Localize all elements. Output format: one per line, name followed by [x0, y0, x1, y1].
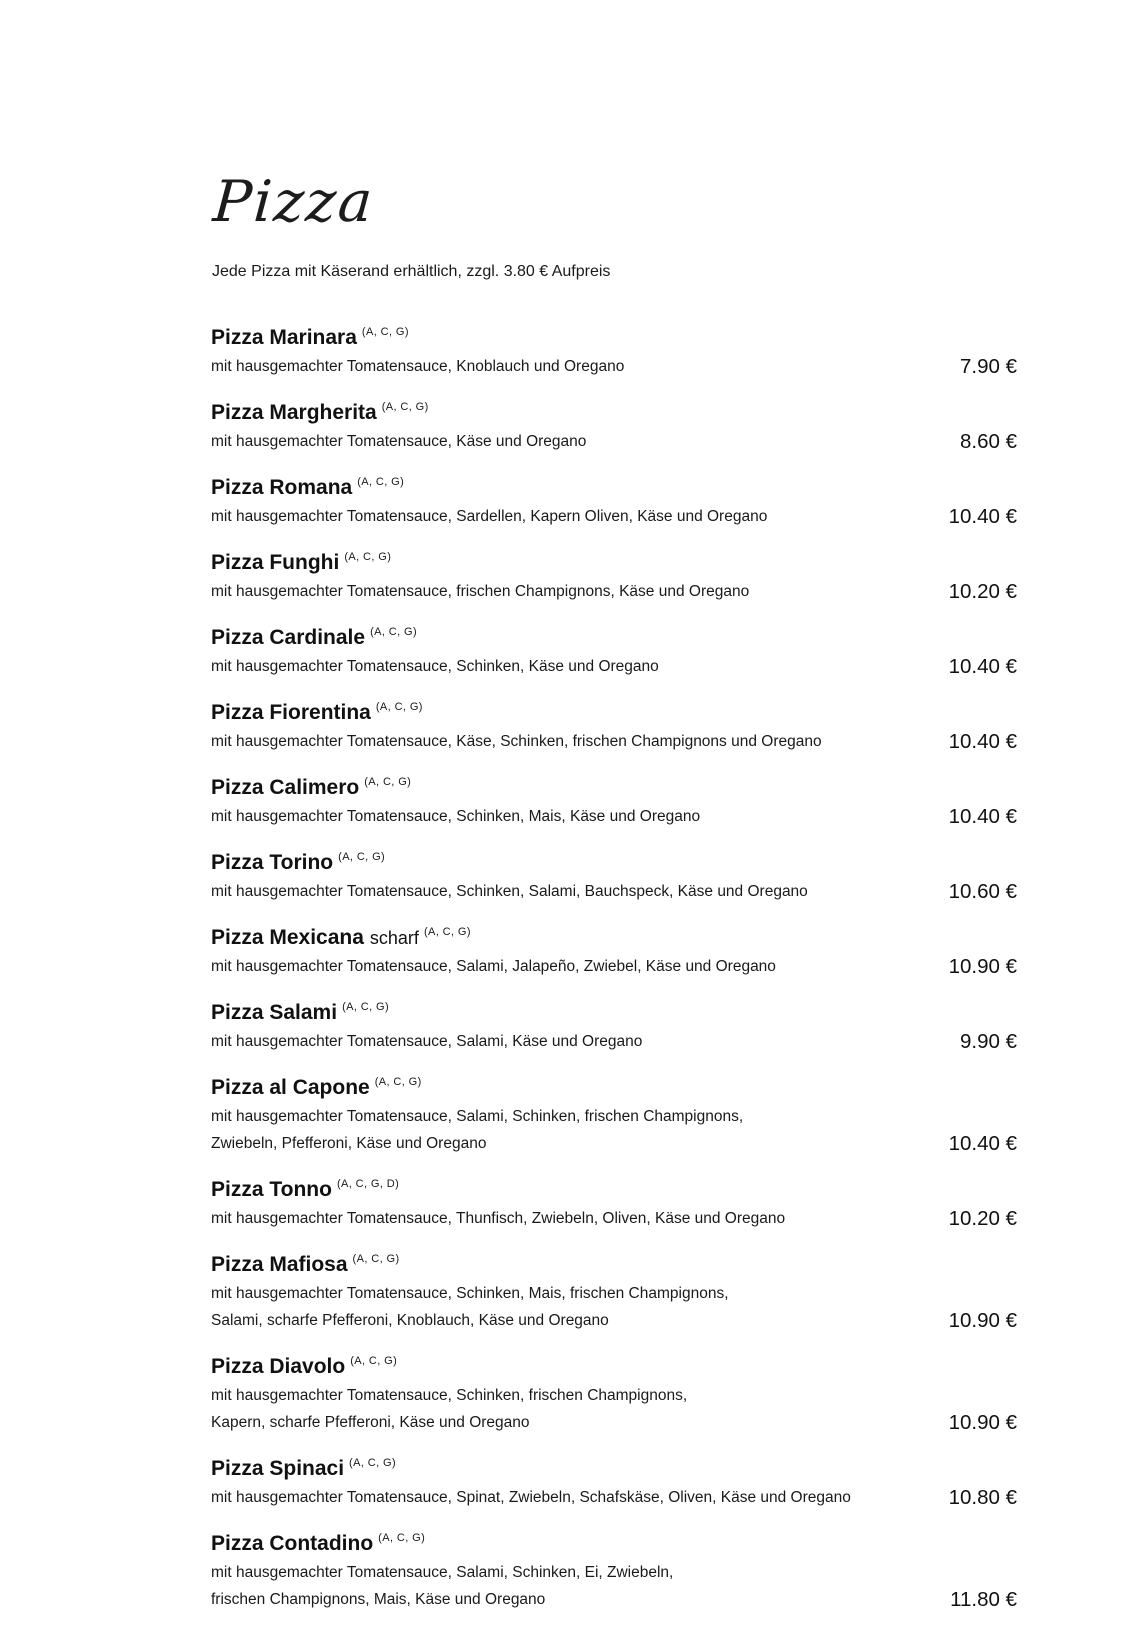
menu-item-body	[211, 1382, 1017, 1436]
menu-item-price: 10.40 €	[948, 805, 1017, 828]
menu-item-name: Pizza Salami	[211, 1001, 338, 1024]
menu-item-body	[211, 803, 1017, 830]
menu-item-body	[211, 428, 1017, 455]
menu-item-body	[211, 878, 1017, 905]
menu-item-name: Pizza Diavolo	[211, 1355, 346, 1378]
menu-item-name: Pizza Cardinale	[211, 626, 366, 649]
menu-item-header	[211, 992, 1017, 1028]
menu-item-body	[211, 1103, 1017, 1157]
menu-item-description-line: mit hausgemachter Tomatensauce, Sardellen, Kapern Oliven, Käse und Oregano	[211, 508, 768, 525]
menu-item	[211, 692, 1017, 755]
menu-item-description	[211, 1205, 937, 1232]
menu-item-suffix: scharf	[369, 928, 419, 948]
menu-item-body	[211, 1484, 1017, 1511]
menu-item-header	[211, 1448, 1017, 1484]
menu-item-price: 10.90 €	[948, 955, 1017, 978]
menu-item-description-line: mit hausgemachter Tomatensauce, Schinken, Mais, Käse und Oregano	[211, 808, 701, 825]
menu-item-description-line: frischen Champignons, Mais, Käse und Oregano	[211, 1591, 546, 1608]
menu-item-price: 11.80 €	[950, 1588, 1017, 1611]
menu-item-description	[211, 1103, 937, 1157]
menu-item-name: Pizza Torino	[211, 851, 334, 874]
menu-item-description-line: Salami, scharfe Pfefferoni, Knoblauch, Käse und Oregano	[211, 1312, 609, 1329]
menu-item-name: Pizza Margherita	[211, 401, 377, 424]
menu-item-body	[211, 1280, 1017, 1334]
menu-item-description-line: mit hausgemachter Tomatensauce, Schinken, Mais, frischen Champignons,	[211, 1285, 729, 1302]
menu-item-header	[211, 1346, 1017, 1382]
menu-item-name: Pizza Funghi	[211, 551, 340, 574]
menu-item-body	[211, 353, 1017, 380]
menu-item	[211, 1346, 1017, 1436]
menu-item-price: 10.40 €	[948, 505, 1017, 528]
menu-item-allergens: (A, C, G)	[370, 626, 418, 638]
menu-item-price: 10.80 €	[948, 1486, 1017, 1509]
menu-item-allergens: (A, C, G)	[342, 1001, 390, 1013]
menu-item-description-line: mit hausgemachter Tomatensauce, Salami, Käse und Oregano	[211, 1033, 643, 1050]
menu-item-price: 10.40 €	[948, 730, 1017, 753]
menu-item-body	[211, 578, 1017, 605]
menu-item-header	[211, 317, 1017, 353]
menu-item-name: Pizza al Capone	[211, 1076, 370, 1099]
menu-item-allergens: (A, C, G)	[357, 476, 405, 488]
menu-item-header	[211, 542, 1017, 578]
menu-item-name: Pizza Mexicana	[211, 926, 364, 949]
menu-item	[211, 917, 1017, 980]
menu-item-price: 9.90 €	[960, 1030, 1017, 1053]
menu-item-body	[211, 728, 1017, 755]
menu-item-description	[211, 1484, 937, 1511]
menu-item-header	[211, 1169, 1017, 1205]
menu-item-price: 10.90 €	[948, 1309, 1017, 1332]
menu-item-description-line: mit hausgemachter Tomatensauce, frischen Champignons, Käse und Oregano	[211, 583, 750, 600]
menu-item-description-line: mit hausgemachter Tomatensauce, Spinat, Zwiebeln, Schafskäse, Oliven, Käse und Oregano	[211, 1489, 851, 1506]
menu-item-allergens: (A, C, G)	[344, 551, 392, 563]
menu-item-description	[211, 353, 948, 380]
menu-item-header	[211, 917, 1017, 953]
menu-item	[211, 467, 1017, 530]
menu-item-name: Pizza Romana	[211, 476, 353, 499]
menu-item	[211, 542, 1017, 605]
menu-item-header	[211, 392, 1017, 428]
menu-item	[211, 842, 1017, 905]
menu-item-allergens: (A, C, G)	[381, 401, 429, 413]
menu-item-description-line: mit hausgemachter Tomatensauce, Salami, Schinken, Ei, Zwiebeln,	[211, 1564, 674, 1581]
menu-item-allergens: (A, C, G)	[349, 1457, 397, 1469]
menu-item-description	[211, 1382, 937, 1436]
menu-item-allergens: (A, C, G)	[374, 1076, 422, 1088]
menu-item-description-line: mit hausgemachter Tomatensauce, Schinken, Käse und Oregano	[211, 658, 659, 675]
menu-item-price: 10.90 €	[948, 1411, 1017, 1434]
menu-item	[211, 992, 1017, 1055]
menu-item-header	[211, 842, 1017, 878]
menu-item-header	[211, 1244, 1017, 1280]
menu-item-header	[211, 1523, 1017, 1559]
menu-item-allergens: (A, C, G)	[361, 326, 409, 338]
menu-item-description-line: mit hausgemachter Tomatensauce, Käse und Oregano	[211, 433, 587, 450]
menu-item-name: Pizza Mafiosa	[211, 1253, 348, 1276]
menu-item	[211, 1169, 1017, 1232]
menu-item	[211, 617, 1017, 680]
menu-item-body	[211, 1028, 1017, 1055]
menu-item-allergens: (A, C, G)	[364, 776, 412, 788]
menu-note: Jede Pizza mit Käserand erhältlich, zzgl. 3.80 € Aufpreis	[212, 263, 611, 280]
menu-item-price: 7.90 €	[960, 355, 1017, 378]
menu-item-description-line: mit hausgemachter Tomatensauce, Schinken, Salami, Bauchspeck, Käse und Oregano	[211, 883, 808, 900]
menu-item-description-line: mit hausgemachter Tomatensauce, Salami, Jalapeño, Zwiebel, Käse und Oregano	[211, 958, 776, 975]
menu-item-header	[211, 1067, 1017, 1103]
menu-item-description-line: Zwiebeln, Pfefferoni, Käse und Oregano	[211, 1135, 487, 1152]
page-title: Pizza	[211, 169, 377, 235]
menu-item-name: Pizza Contadino	[211, 1532, 374, 1555]
menu-item-description-line: mit hausgemachter Tomatensauce, Schinken, frischen Champignons,	[211, 1387, 688, 1404]
menu-item-allergens: (A, C, G, D)	[336, 1178, 400, 1190]
menu-item-price: 10.60 €	[948, 880, 1017, 903]
menu-item-description	[211, 953, 937, 980]
menu-item-price: 10.40 €	[948, 1132, 1017, 1155]
menu-item-description-line: mit hausgemachter Tomatensauce, Salami, Schinken, frischen Champignons,	[211, 1108, 744, 1125]
menu-item	[211, 1244, 1017, 1334]
menu-item-allergens: (A, C, G)	[352, 1253, 400, 1265]
menu-item-description	[211, 878, 937, 905]
menu-item-allergens: (A, C, G)	[350, 1355, 398, 1367]
menu-item-body	[211, 503, 1017, 530]
menu-item-allergens: (A, C, G)	[378, 1532, 426, 1544]
menu-item-allergens: (A, C, G)	[375, 701, 423, 713]
menu-item-description	[211, 1028, 948, 1055]
menu-item-description	[211, 428, 948, 455]
menu-item-description-line: mit hausgemachter Tomatensauce, Knoblauch und Oregano	[211, 358, 625, 375]
menu-items-list	[211, 317, 1017, 1613]
menu-item-description	[211, 1280, 937, 1334]
menu-item-allergens: (A, C, G)	[423, 926, 471, 938]
menu-item	[211, 767, 1017, 830]
menu-page	[211, 168, 1017, 1625]
menu-item	[211, 1448, 1017, 1511]
menu-item-name: Pizza Spinaci	[211, 1457, 345, 1480]
menu-item-description	[211, 653, 937, 680]
menu-item-name: Pizza Fiorentina	[211, 701, 371, 724]
menu-item-price: 10.40 €	[948, 655, 1017, 678]
menu-item-body	[211, 1205, 1017, 1232]
menu-item-description	[211, 803, 937, 830]
menu-item-price: 8.60 €	[960, 430, 1017, 453]
menu-item	[211, 392, 1017, 455]
menu-item-header	[211, 467, 1017, 503]
menu-item-description-line: mit hausgemachter Tomatensauce, Thunfisch, Zwiebeln, Oliven, Käse und Oregano	[211, 1210, 786, 1227]
menu-item-price: 10.20 €	[948, 580, 1017, 603]
menu-item-name: Pizza Calimero	[211, 776, 360, 799]
menu-item-header	[211, 692, 1017, 728]
menu-item	[211, 1067, 1017, 1157]
menu-item	[211, 317, 1017, 380]
menu-item-body	[211, 1559, 1017, 1613]
menu-item-description	[211, 728, 937, 755]
menu-item-header	[211, 617, 1017, 653]
menu-item-description	[211, 503, 937, 530]
menu-item-body	[211, 953, 1017, 980]
menu-item-description-line: mit hausgemachter Tomatensauce, Käse, Schinken, frischen Champignons und Oregano	[211, 733, 822, 750]
menu-item-description	[211, 578, 937, 605]
menu-item-body	[211, 653, 1017, 680]
menu-item-name: Pizza Marinara	[211, 326, 357, 349]
menu-item-price: 10.20 €	[948, 1207, 1017, 1230]
menu-item-description	[211, 1559, 938, 1613]
menu-item-header	[211, 767, 1017, 803]
menu-item-description-line: Kapern, scharfe Pfefferoni, Käse und Oregano	[211, 1414, 530, 1431]
menu-item-name: Pizza Tonno	[211, 1178, 332, 1201]
menu-item-allergens: (A, C, G)	[338, 851, 386, 863]
